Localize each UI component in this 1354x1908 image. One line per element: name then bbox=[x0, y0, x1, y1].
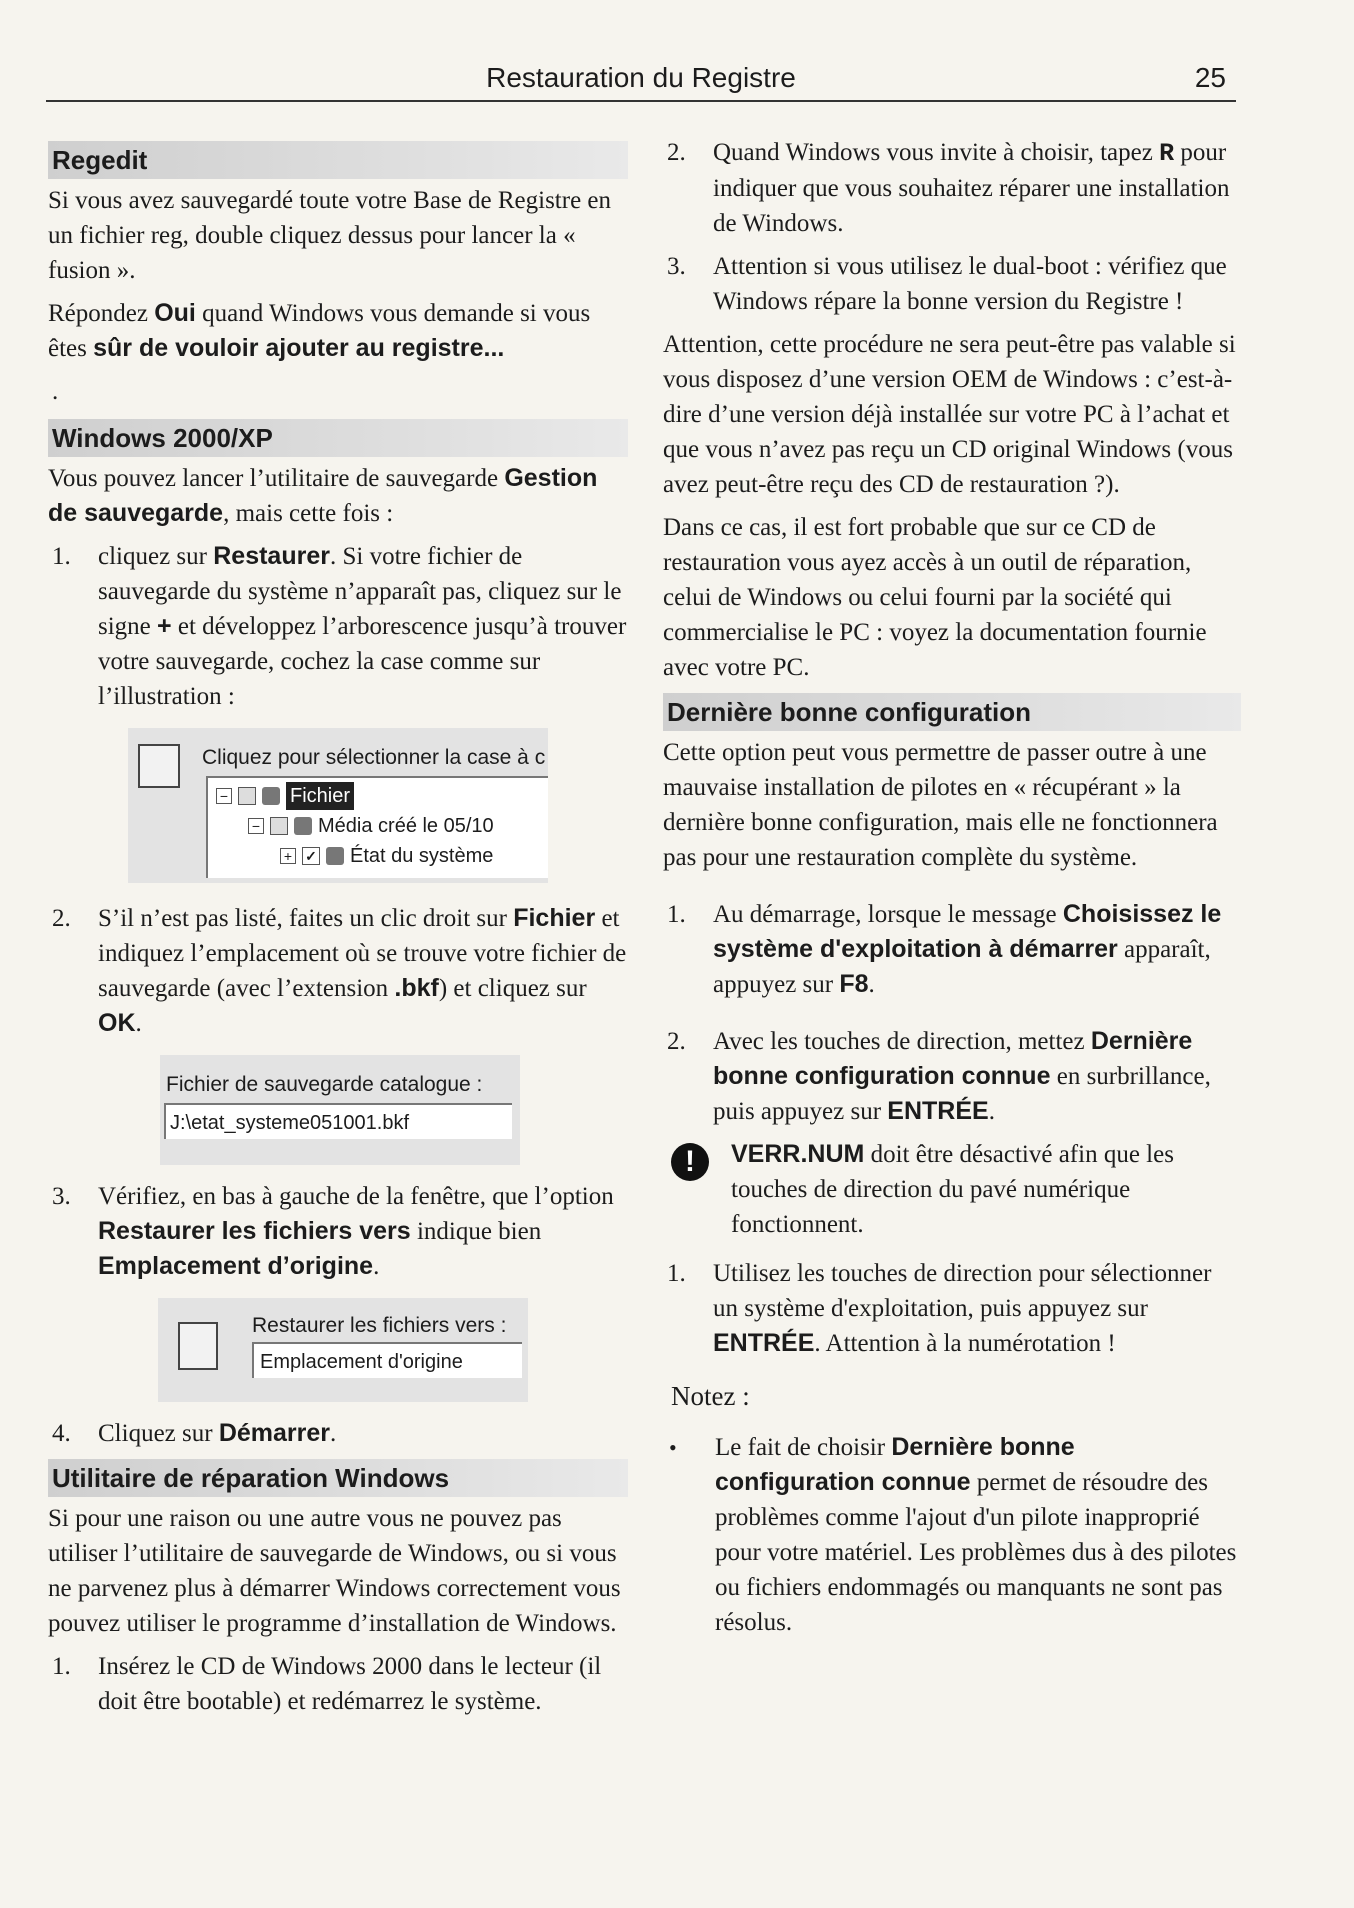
item-number: 4. bbox=[52, 1420, 71, 1447]
stray-dot: . bbox=[52, 378, 59, 405]
tree-row-fichier[interactable] bbox=[216, 782, 354, 810]
paragraph: Attention, cette procédure ne sera peut-être pas valable si vous disposez d’une version OEM de Windows : c’est-à-dire d’une version déjà installée sur votre PC à l’achat et que vous n’avez pas reçu un CD original Windows (vous avez peut-être reçu des CD de restauration ?). bbox=[663, 331, 1236, 498]
paragraph: Répondez Oui quand Windows vous demande si vous êtes sûr de vouloir ajouter au registre... bbox=[48, 299, 591, 362]
item-number: 2. bbox=[52, 905, 71, 932]
item-text: Au démarrage, lorsque le message Choisissez le système d'exploitation à démarrer apparaît, appuyez sur F8. bbox=[713, 900, 1222, 998]
item-number: 1. bbox=[667, 1260, 686, 1287]
item-number: 1. bbox=[52, 543, 71, 570]
bullet-icon: • bbox=[669, 1435, 677, 1460]
checkbox-checked[interactable]: ✓ bbox=[302, 847, 320, 865]
warning-icon: ! bbox=[671, 1143, 709, 1181]
restore-location-label: Restaurer les fichiers vers : bbox=[252, 1314, 507, 1337]
item-text: Insérez le CD de Windows 2000 dans le lecteur (il doit être bootable) et redémarrez le système. bbox=[98, 1653, 602, 1715]
list-item bbox=[663, 1024, 1241, 1129]
note-text: VERR.NUM doit être désactivé afin que les touches de direction du pavé numérique fonctionnent. bbox=[731, 1140, 1174, 1238]
list-item bbox=[663, 135, 1241, 241]
tree-label: Média créé le 05/10 bbox=[318, 815, 494, 837]
figure-title: Cliquez pour sélectionner la case à c bbox=[202, 746, 546, 769]
tree-row-system-state[interactable] bbox=[280, 842, 493, 870]
item-text: Le fait de choisir Dernière bonne configuration connue permet de résoudre des problèmes comme l'ajout d'un pilote inapproprié pour votre matériel. Les problèmes dus à des pilotes ou fichiers endommagés ou manquants ne sont pas résolus. bbox=[715, 1433, 1237, 1636]
item-text: S’il n’est pas listé, faites un clic droit sur Fichier et indiquez l’emplacement où se trouve votre fichier de sauvegarde (avec l’extension .bkf) et cliquez sur OK. bbox=[98, 904, 627, 1037]
item-number: 1. bbox=[667, 901, 686, 928]
document-icon bbox=[178, 1322, 218, 1370]
item-number: 1. bbox=[52, 1653, 71, 1680]
checklist-icon bbox=[138, 744, 180, 788]
bullet-item bbox=[663, 1430, 1241, 1640]
item-text: Vérifiez, en bas à gauche de la fenêtre, que l’option Restaurer les fichiers vers indique bien Emplacement d’origine. bbox=[98, 1183, 614, 1280]
checkbox[interactable] bbox=[238, 787, 256, 805]
item-text: Utilisez les touches de direction pour sélectionner un système d'exploitation, puis appuyez sur ENTRÉE. Attention à la numérotation ! bbox=[713, 1260, 1212, 1357]
backup-tree bbox=[206, 776, 548, 878]
restore-location-field[interactable]: Emplacement d'origine bbox=[252, 1342, 522, 1378]
tree-label: État du système bbox=[350, 845, 494, 867]
item-text: Avec les touches de direction, mettez Dernière bonne configuration connue en surbrillance, puis appuyez sur ENTRÉE. bbox=[713, 1027, 1211, 1125]
disk-icon bbox=[294, 817, 312, 835]
checkbox[interactable] bbox=[270, 817, 288, 835]
item-number: 3. bbox=[667, 253, 686, 280]
catalog-file-field[interactable]: J:\etat_systeme051001.bkf bbox=[164, 1103, 512, 1139]
item-text: cliquez sur Restaurer. Si votre fichier de sauvegarde du système n’apparaît pas, cliquez sur le signe + et développez l’arborescence jusqu’à trouver votre sauvegarde, cochez la case comme sur l’illustration : bbox=[98, 542, 627, 710]
tree-row-media[interactable] bbox=[248, 812, 494, 840]
list-item bbox=[48, 1649, 628, 1719]
paragraph: Vous pouvez lancer l’utilitaire de sauvegarde Gestion de sauvegarde, mais cette fois : bbox=[48, 464, 598, 527]
section-heading-repair: Utilitaire de réparation Windows bbox=[48, 1459, 628, 1497]
running-header bbox=[46, 60, 1236, 102]
item-text: Quand Windows vous invite à choisir, tapez R pour indiquer que vous souhaitez réparer une installation de Windows. bbox=[713, 139, 1230, 237]
left-column bbox=[48, 135, 628, 1727]
section-heading-windows-xp: Windows 2000/XP bbox=[48, 419, 628, 457]
list-item bbox=[48, 901, 628, 1041]
paragraph: Dans ce cas, il est fort probable que sur ce CD de restauration vous ayez accès à un outil de réparation, celui de Windows ou celui fourni par la société qui commercialise le PC : voyez la documentation fournie avec votre PC. bbox=[663, 514, 1207, 681]
list-item bbox=[663, 897, 1241, 1002]
expand-icon[interactable]: + bbox=[280, 848, 296, 864]
tree-label: Fichier bbox=[286, 782, 354, 810]
list-item bbox=[48, 1179, 628, 1284]
section-heading-last-good-config: Dernière bonne configuration bbox=[663, 693, 1241, 731]
notez-label: Notez : bbox=[671, 1381, 750, 1411]
section-heading-regedit: Regedit bbox=[48, 141, 628, 179]
figure-backup-tree bbox=[128, 728, 548, 883]
paragraph: Si pour une raison ou une autre vous ne pouvez pas utiliser l’utilitaire de sauvegarde de Windows, ou si vous ne parvenez plus à démarrer Windows correctement vous pouvez utiliser le programme d’installation de Windows. bbox=[48, 1505, 621, 1637]
header-title: Restauration du Registre bbox=[486, 62, 796, 93]
right-column bbox=[663, 135, 1241, 1648]
list-item bbox=[663, 1256, 1241, 1361]
item-number: 3. bbox=[52, 1183, 71, 1210]
list-item bbox=[48, 1416, 628, 1451]
figure-catalog-file bbox=[160, 1055, 520, 1165]
warning-note bbox=[663, 1137, 1241, 1242]
figure-restore-location bbox=[158, 1298, 528, 1402]
collapse-icon[interactable]: − bbox=[248, 818, 264, 834]
page-number: 25 bbox=[1194, 62, 1226, 93]
collapse-icon[interactable]: − bbox=[216, 788, 232, 804]
item-text: Cliquez sur Démarrer. bbox=[98, 1419, 337, 1447]
system-state-icon bbox=[326, 847, 344, 865]
list-item bbox=[663, 249, 1241, 319]
paragraph: Cette option peut vous permettre de passer outre à une mauvaise installation de pilotes en « récupérant » la dernière bonne configuration, mais elle ne fonctionnera pas pour une restauration complète du système. bbox=[663, 739, 1218, 871]
item-number: 2. bbox=[667, 139, 686, 166]
item-text: Attention si vous utilisez le dual-boot : vérifiez que Windows répare la bonne version du Registre ! bbox=[713, 253, 1227, 315]
file-icon bbox=[262, 787, 280, 805]
list-item bbox=[48, 539, 628, 714]
paragraph: Si vous avez sauvegardé toute votre Base de Registre en un fichier reg, double cliquez dessus pour lancer la « fusion ». bbox=[48, 187, 612, 284]
catalog-file-label: Fichier de sauvegarde catalogue : bbox=[166, 1073, 483, 1096]
item-number: 2. bbox=[667, 1028, 686, 1055]
